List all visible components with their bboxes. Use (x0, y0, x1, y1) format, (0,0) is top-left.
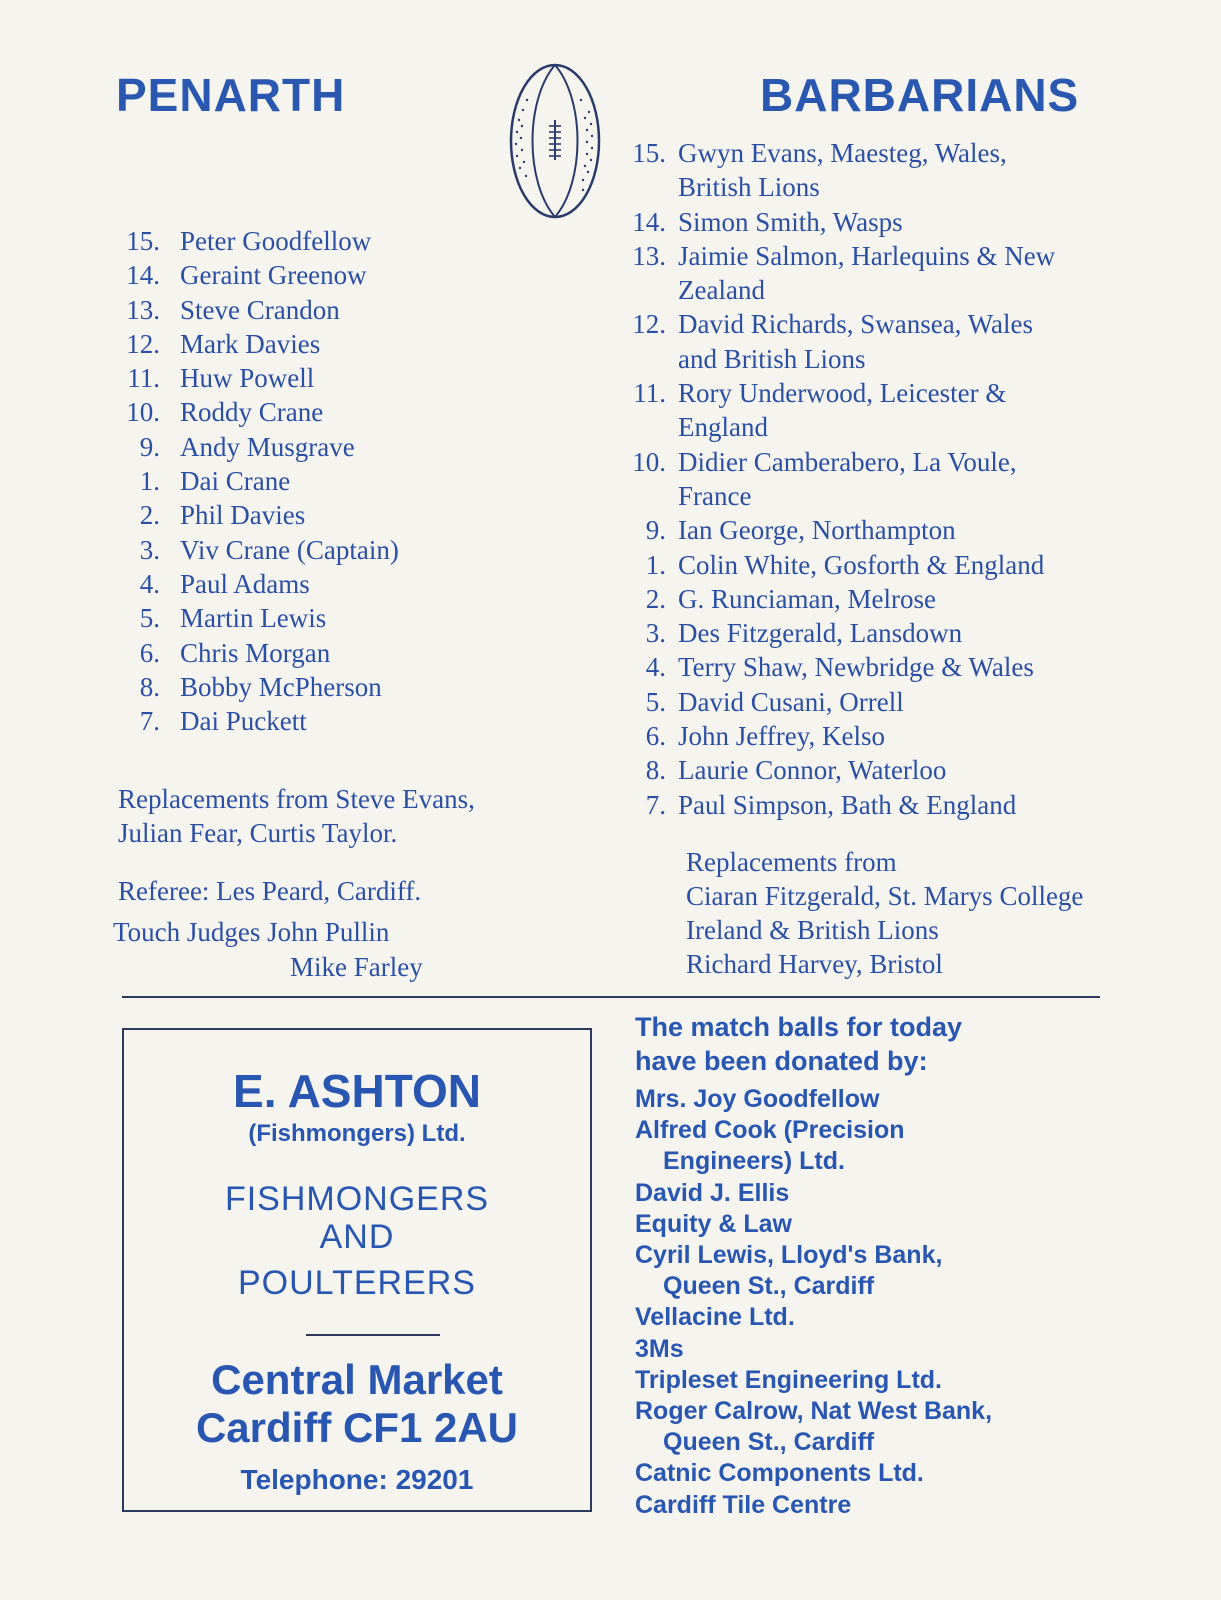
match-balls-heading-line2: have been donated by: (635, 1046, 928, 1076)
player-number: 3. (645, 618, 666, 649)
section-divider (122, 996, 1100, 998)
penarth-player (112, 704, 532, 738)
donor-line: Engineers) Ltd. (663, 1147, 845, 1176)
donor-line: Vellacine Ltd. (635, 1303, 795, 1332)
player-name-line: John Jeffrey, Kelso (678, 721, 885, 752)
player-number: 15. (632, 138, 666, 168)
donor-line: Mrs. Joy Goodfellow (635, 1085, 880, 1113)
player-name (678, 616, 1142, 650)
player-number: 4. (645, 652, 666, 683)
player-name-line: British Lions (678, 172, 820, 203)
donor-line: Alfred Cook (Precision (635, 1116, 905, 1145)
player-name-line: Gwyn Evans, Maesteg, Wales, (678, 138, 1007, 168)
barbarians-player (622, 307, 1142, 376)
player-number: 4. (139, 568, 160, 599)
player-name (678, 307, 1142, 376)
player-number: 2. (139, 500, 160, 531)
player-number: 8. (645, 755, 666, 786)
player-number: 3. (139, 534, 160, 565)
player-number: 6. (139, 637, 160, 668)
player-name-line: Des Fitzgerald, Lansdown (678, 618, 963, 649)
penarth-player (112, 361, 532, 395)
barbarians-player (622, 205, 1142, 239)
advert-divider (306, 1334, 440, 1336)
donor-line: David J. Ellis (635, 1178, 790, 1207)
player-name: Phil Davies (180, 500, 306, 531)
player-name: Chris Morgan (180, 637, 331, 668)
penarth-player (112, 498, 532, 532)
referee-text: Referee: Les Peard, Cardiff. (118, 876, 422, 906)
player-name-line: G. Runciaman, Melrose (678, 583, 936, 614)
player-number: 11. (127, 363, 160, 394)
player-name (678, 753, 1142, 787)
donor-list (635, 1084, 1155, 1521)
player-name: Roddy Crane (180, 397, 324, 428)
player-name-line: Laurie Connor, Waterloo (678, 755, 947, 786)
player-name (678, 685, 1142, 719)
player-name-line: England (678, 412, 768, 443)
barbarians-roster (622, 136, 1142, 822)
donor-line: Catnic Components Ltd. (635, 1459, 924, 1488)
player-number: 9. (139, 431, 160, 462)
player-name: Bobby McPherson (180, 671, 382, 702)
barbarians-title: BARBARIANS (760, 69, 1080, 121)
touch-judges-line2: Mike Farley (290, 952, 423, 982)
donor-line: Tripleset Engineering Ltd. (635, 1365, 942, 1394)
barbarians-player (622, 136, 1142, 205)
player-name (678, 445, 1142, 514)
player-number: 13. (632, 240, 666, 271)
barbarians-player (622, 548, 1142, 582)
barbarians-player (622, 753, 1142, 787)
player-name: Mark Davies (180, 328, 321, 359)
barbarians-player (622, 445, 1142, 514)
barbarians-replacement-line: Ireland & British Lions (686, 915, 939, 945)
penarth-player (112, 636, 532, 670)
player-name-line: Zealand (678, 275, 765, 306)
ashton-advert (122, 1028, 592, 1512)
player-number: 5. (645, 686, 666, 717)
donor-line: Equity & Law (635, 1209, 792, 1238)
advert-trade-line2: AND (319, 1218, 395, 1256)
player-number: 15. (126, 226, 160, 256)
advert-trade-line1: FISHMONGERS (224, 1180, 490, 1218)
player-name: Geraint Greenow (180, 260, 367, 291)
advert-company: (Fishmongers) Ltd. (248, 1120, 466, 1147)
penarth-player (112, 601, 532, 635)
donor-line: Queen St., Cardiff (663, 1428, 875, 1457)
barbarians-player (622, 239, 1142, 308)
penarth-player (112, 293, 532, 327)
player-number: 13. (126, 294, 160, 325)
player-name-line: and British Lions (678, 343, 866, 374)
player-name-line: Jaimie Salmon, Harlequins & New (678, 240, 1056, 271)
player-name (678, 376, 1142, 445)
player-name: Huw Powell (180, 363, 315, 394)
penarth-roster (112, 224, 532, 738)
player-name: Steve Crandon (180, 294, 340, 325)
advert-telephone: Telephone: 29201 (240, 1464, 474, 1495)
advert-name: E. ASHTON (233, 1065, 481, 1117)
player-name (678, 650, 1142, 684)
player-number: 10. (632, 446, 666, 477)
player-name (678, 582, 1142, 616)
donor-line: Queen St., Cardiff (663, 1272, 875, 1301)
barbarians-player (622, 582, 1142, 616)
player-number: 8. (139, 671, 160, 702)
penarth-player (112, 567, 532, 601)
penarth-player (112, 327, 532, 361)
barbarians-player (622, 616, 1142, 650)
player-name: Peter Goodfellow (180, 226, 372, 256)
player-name: Viv Crane (Captain) (180, 534, 399, 565)
donor-line: 3Ms (635, 1334, 684, 1363)
penarth-replacements-line2: Julian Fear, Curtis Taylor. (118, 818, 398, 848)
player-name: Martin Lewis (180, 603, 327, 634)
player-name: Dai Crane (180, 466, 291, 497)
penarth-player (112, 464, 532, 498)
penarth-player (112, 395, 532, 429)
barbarians-replacement-line: Richard Harvey, Bristol (686, 949, 943, 979)
donor-line: Cardiff Tile Centre (635, 1490, 852, 1519)
player-name-line: Didier Camberabero, La Voule, (678, 446, 1017, 477)
player-name-line: Simon Smith, Wasps (678, 206, 903, 237)
penarth-player (112, 670, 532, 704)
advert-address-line1: Central Market (211, 1356, 503, 1403)
rugby-ball-icon (503, 60, 607, 222)
player-name-line: France (678, 480, 752, 511)
player-name (678, 788, 1142, 822)
player-name (678, 136, 1142, 205)
donor-line: Roger Calrow, Nat West Bank, (635, 1397, 993, 1426)
advert-trade-line3: POULTERERS (238, 1264, 476, 1302)
player-number: 5. (139, 603, 160, 634)
penarth-player (112, 258, 532, 292)
penarth-player (112, 224, 532, 258)
player-name-line: Paul Simpson, Bath & England (678, 789, 1017, 820)
penarth-replacements-line1: Replacements from Steve Evans, (118, 784, 475, 814)
player-name (678, 548, 1142, 582)
player-name (678, 205, 1142, 239)
player-name-line: David Richards, Swansea, Wales (678, 309, 1033, 340)
player-number: 11. (633, 378, 666, 409)
barbarians-player (622, 685, 1142, 719)
barbarians-replacement-line: Ciaran Fitzgerald, St. Marys College (686, 881, 1084, 911)
player-name-line: David Cusani, Orrell (678, 686, 904, 717)
player-number: 14. (126, 260, 160, 291)
barbarians-player (622, 719, 1142, 753)
penarth-title: PENARTH (116, 69, 346, 121)
penarth-player (112, 430, 532, 464)
match-balls-section (635, 1010, 1155, 1521)
player-name: Paul Adams (180, 568, 310, 599)
player-name (678, 719, 1142, 753)
barbarians-player (622, 650, 1142, 684)
player-name-line: Colin White, Gosforth & England (678, 549, 1045, 580)
player-name-line: Ian George, Northampton (678, 515, 956, 546)
player-name: Dai Puckett (180, 706, 307, 737)
player-number: 1. (139, 466, 160, 497)
donor-line: Cyril Lewis, Lloyd's Bank, (635, 1241, 943, 1270)
player-name-line: Rory Underwood, Leicester & (678, 378, 1007, 409)
player-number: 12. (632, 309, 666, 340)
player-number: 2. (645, 583, 666, 614)
player-number: 7. (139, 706, 160, 737)
match-balls-heading-line1: The match balls for today (635, 1012, 963, 1042)
barbarians-replacements (686, 845, 1083, 981)
player-name-line: Terry Shaw, Newbridge & Wales (678, 652, 1034, 683)
player-number: 10. (126, 397, 160, 428)
player-number: 9. (645, 515, 666, 546)
player-number: 7. (645, 789, 666, 820)
barbarians-player (622, 788, 1142, 822)
penarth-player (112, 533, 532, 567)
player-number: 1. (645, 549, 666, 580)
barbarians-replacement-line: Replacements from (686, 847, 897, 877)
barbarians-player (622, 513, 1142, 547)
advert-address-line2: Cardiff CF1 2AU (195, 1404, 519, 1451)
player-number: 14. (632, 206, 666, 237)
touch-judges-line1: Touch Judges John Pullin (113, 917, 390, 947)
player-name: Andy Musgrave (180, 431, 355, 462)
player-name (678, 513, 1142, 547)
player-number: 12. (126, 328, 160, 359)
barbarians-player (622, 376, 1142, 445)
player-number: 6. (645, 721, 666, 752)
player-name (678, 239, 1142, 308)
